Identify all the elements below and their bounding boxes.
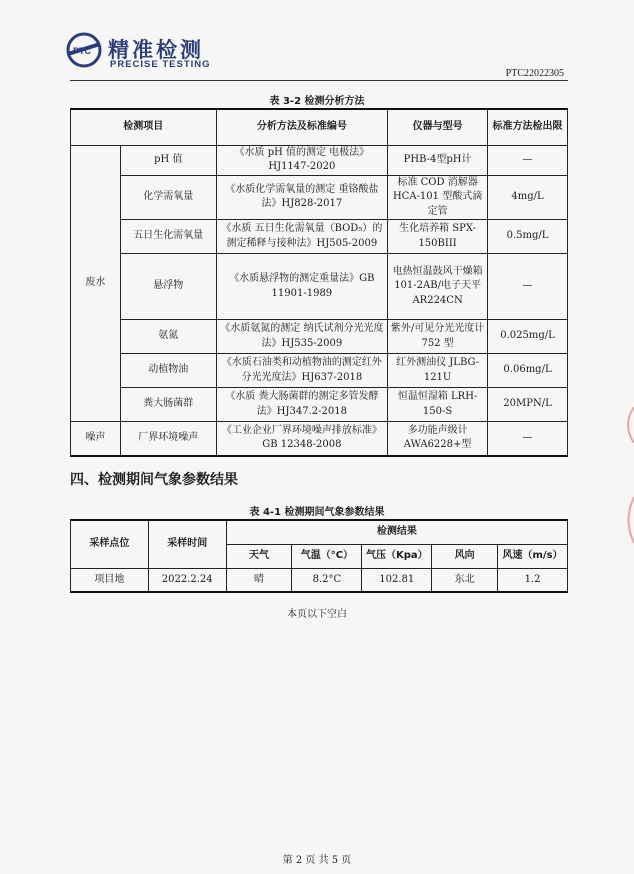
group-wastewater: 废水 <box>71 145 121 422</box>
analysis-methods-table <box>70 108 568 457</box>
table-4-1-caption: 表 4-1 检测期间气象参数结果 <box>249 507 385 518</box>
row-method: 《水质 五日生化需氧量（BOD₅）的测定稀释与接种法》HJ505-2009 <box>216 220 388 254</box>
row-item: 五日生化需氧量 <box>120 220 216 254</box>
header-wind-speed: 风速（m/s） <box>498 544 568 568</box>
header-pressure: 气压（Kpa） <box>362 544 432 568</box>
logo-english-name: PRECISE TESTING <box>110 59 211 70</box>
blank-below-note: 本页以下空白 <box>287 609 347 620</box>
table-3-2-caption: 表 3-2 检测分析方法 <box>269 96 365 107</box>
row-limit: 0.06mg/L <box>488 354 568 388</box>
row-item: 厂界环境噪声 <box>120 422 216 456</box>
table-header-row <box>71 109 568 145</box>
row-item: 氨氮 <box>120 320 216 354</box>
row-limit: 0.5mg/L <box>488 220 568 254</box>
cell-site: 项目地 <box>71 568 149 592</box>
row-method: 《水质悬浮物的测定重量法》GB 11901-1989 <box>216 254 388 320</box>
row-method: 《工业企业厂界环境噪声排放标准》GB 12348-2008 <box>216 422 388 456</box>
table-row <box>71 220 568 254</box>
section-4-title: 四、检测期间气象参数结果 <box>70 472 238 488</box>
header-instrument: 仪器与型号 <box>388 109 488 145</box>
cell-pressure: 102.81 <box>362 568 432 592</box>
row-instrument: 恒温恒湿箱 LRH-150-S <box>388 388 488 422</box>
row-method: 《水质石油类和动植物油的测定红外分光光度法》HJ637-2018 <box>216 354 388 388</box>
row-limit: 0.025mg/L <box>488 320 568 354</box>
header-item: 检测项目 <box>71 109 217 145</box>
table-row <box>71 254 568 320</box>
row-limit: — <box>488 145 568 175</box>
table-row <box>71 568 568 592</box>
row-instrument: 电热恒温鼓风干燥箱 101-2AB/电子天平 AR224CN <box>388 254 488 320</box>
table-row <box>71 422 568 456</box>
row-instrument: 紫外/可见分光光度计 752 型 <box>388 320 488 354</box>
header-weather: 天气 <box>226 544 292 568</box>
row-limit: — <box>488 254 568 320</box>
table-row <box>71 175 568 220</box>
row-instrument: 红外测油仪 JLBG-121U <box>388 354 488 388</box>
cell-wind-direction: 东北 <box>432 568 498 592</box>
row-instrument: 生化培养箱 SPX-150BIII <box>388 220 488 254</box>
cell-time: 2022.2.24 <box>148 568 226 592</box>
header-temp: 气温（°C） <box>292 544 362 568</box>
report-number: PTC22022305 <box>505 68 564 79</box>
row-instrument: PHB-4型pH计 <box>388 145 488 175</box>
row-method: 《水质 pH 值的测定 电极法》HJ1147-2020 <box>216 145 388 175</box>
row-method: 《水质 粪大肠菌群的测定多管发酵法》HJ347.2-2018 <box>216 388 388 422</box>
cell-temp: 8.2°C <box>292 568 362 592</box>
row-item: 化学需氧量 <box>120 175 216 220</box>
row-limit: 4mg/L <box>488 175 568 220</box>
table-row <box>71 145 568 175</box>
weather-parameters-table <box>70 519 568 593</box>
logo-badge-text: PTC <box>73 46 91 56</box>
table-header-row <box>71 520 568 544</box>
header-method: 分析方法及标准编号 <box>216 109 388 145</box>
header-site: 采样点位 <box>71 520 149 568</box>
row-limit: — <box>488 422 568 456</box>
header-results: 检测结果 <box>226 520 567 544</box>
row-instrument: 标准 COD 消解器 HCA-101 型酸式滴定管 <box>388 175 488 220</box>
seal-stamp-fragment-icon <box>620 495 634 545</box>
row-limit: 20MPN/L <box>488 388 568 422</box>
row-item: 粪大肠菌群 <box>120 388 216 422</box>
table-row <box>71 320 568 354</box>
row-instrument: 多功能声级计 AWA6228+型 <box>388 422 488 456</box>
ptc-badge-icon <box>64 32 104 68</box>
header-limit: 标准方法检出限 <box>488 109 568 145</box>
row-item: 悬浮物 <box>120 254 216 320</box>
logo-chinese-name: 精准检测 <box>108 38 204 62</box>
cell-weather: 晴 <box>226 568 292 592</box>
row-item: 动植物油 <box>120 354 216 388</box>
header-divider <box>70 80 568 81</box>
page-footer: 第 2 页 共 5 页 <box>282 855 352 866</box>
row-item: pH 值 <box>120 145 216 175</box>
company-logo <box>64 30 234 74</box>
cell-wind-speed: 1.2 <box>498 568 568 592</box>
header-wind-direction: 风向 <box>432 544 498 568</box>
table-row <box>71 354 568 388</box>
row-method: 《水质化学需氧量的测定 重铬酸盐法》HJ828-2017 <box>216 175 388 220</box>
seal-stamp-fragment-icon <box>620 405 634 445</box>
group-noise: 噪声 <box>71 422 121 456</box>
header-time: 采样时间 <box>148 520 226 568</box>
table-row <box>71 388 568 422</box>
row-method: 《水质氨氮的测定 纳氏试剂分光光度法》HJ535-2009 <box>216 320 388 354</box>
